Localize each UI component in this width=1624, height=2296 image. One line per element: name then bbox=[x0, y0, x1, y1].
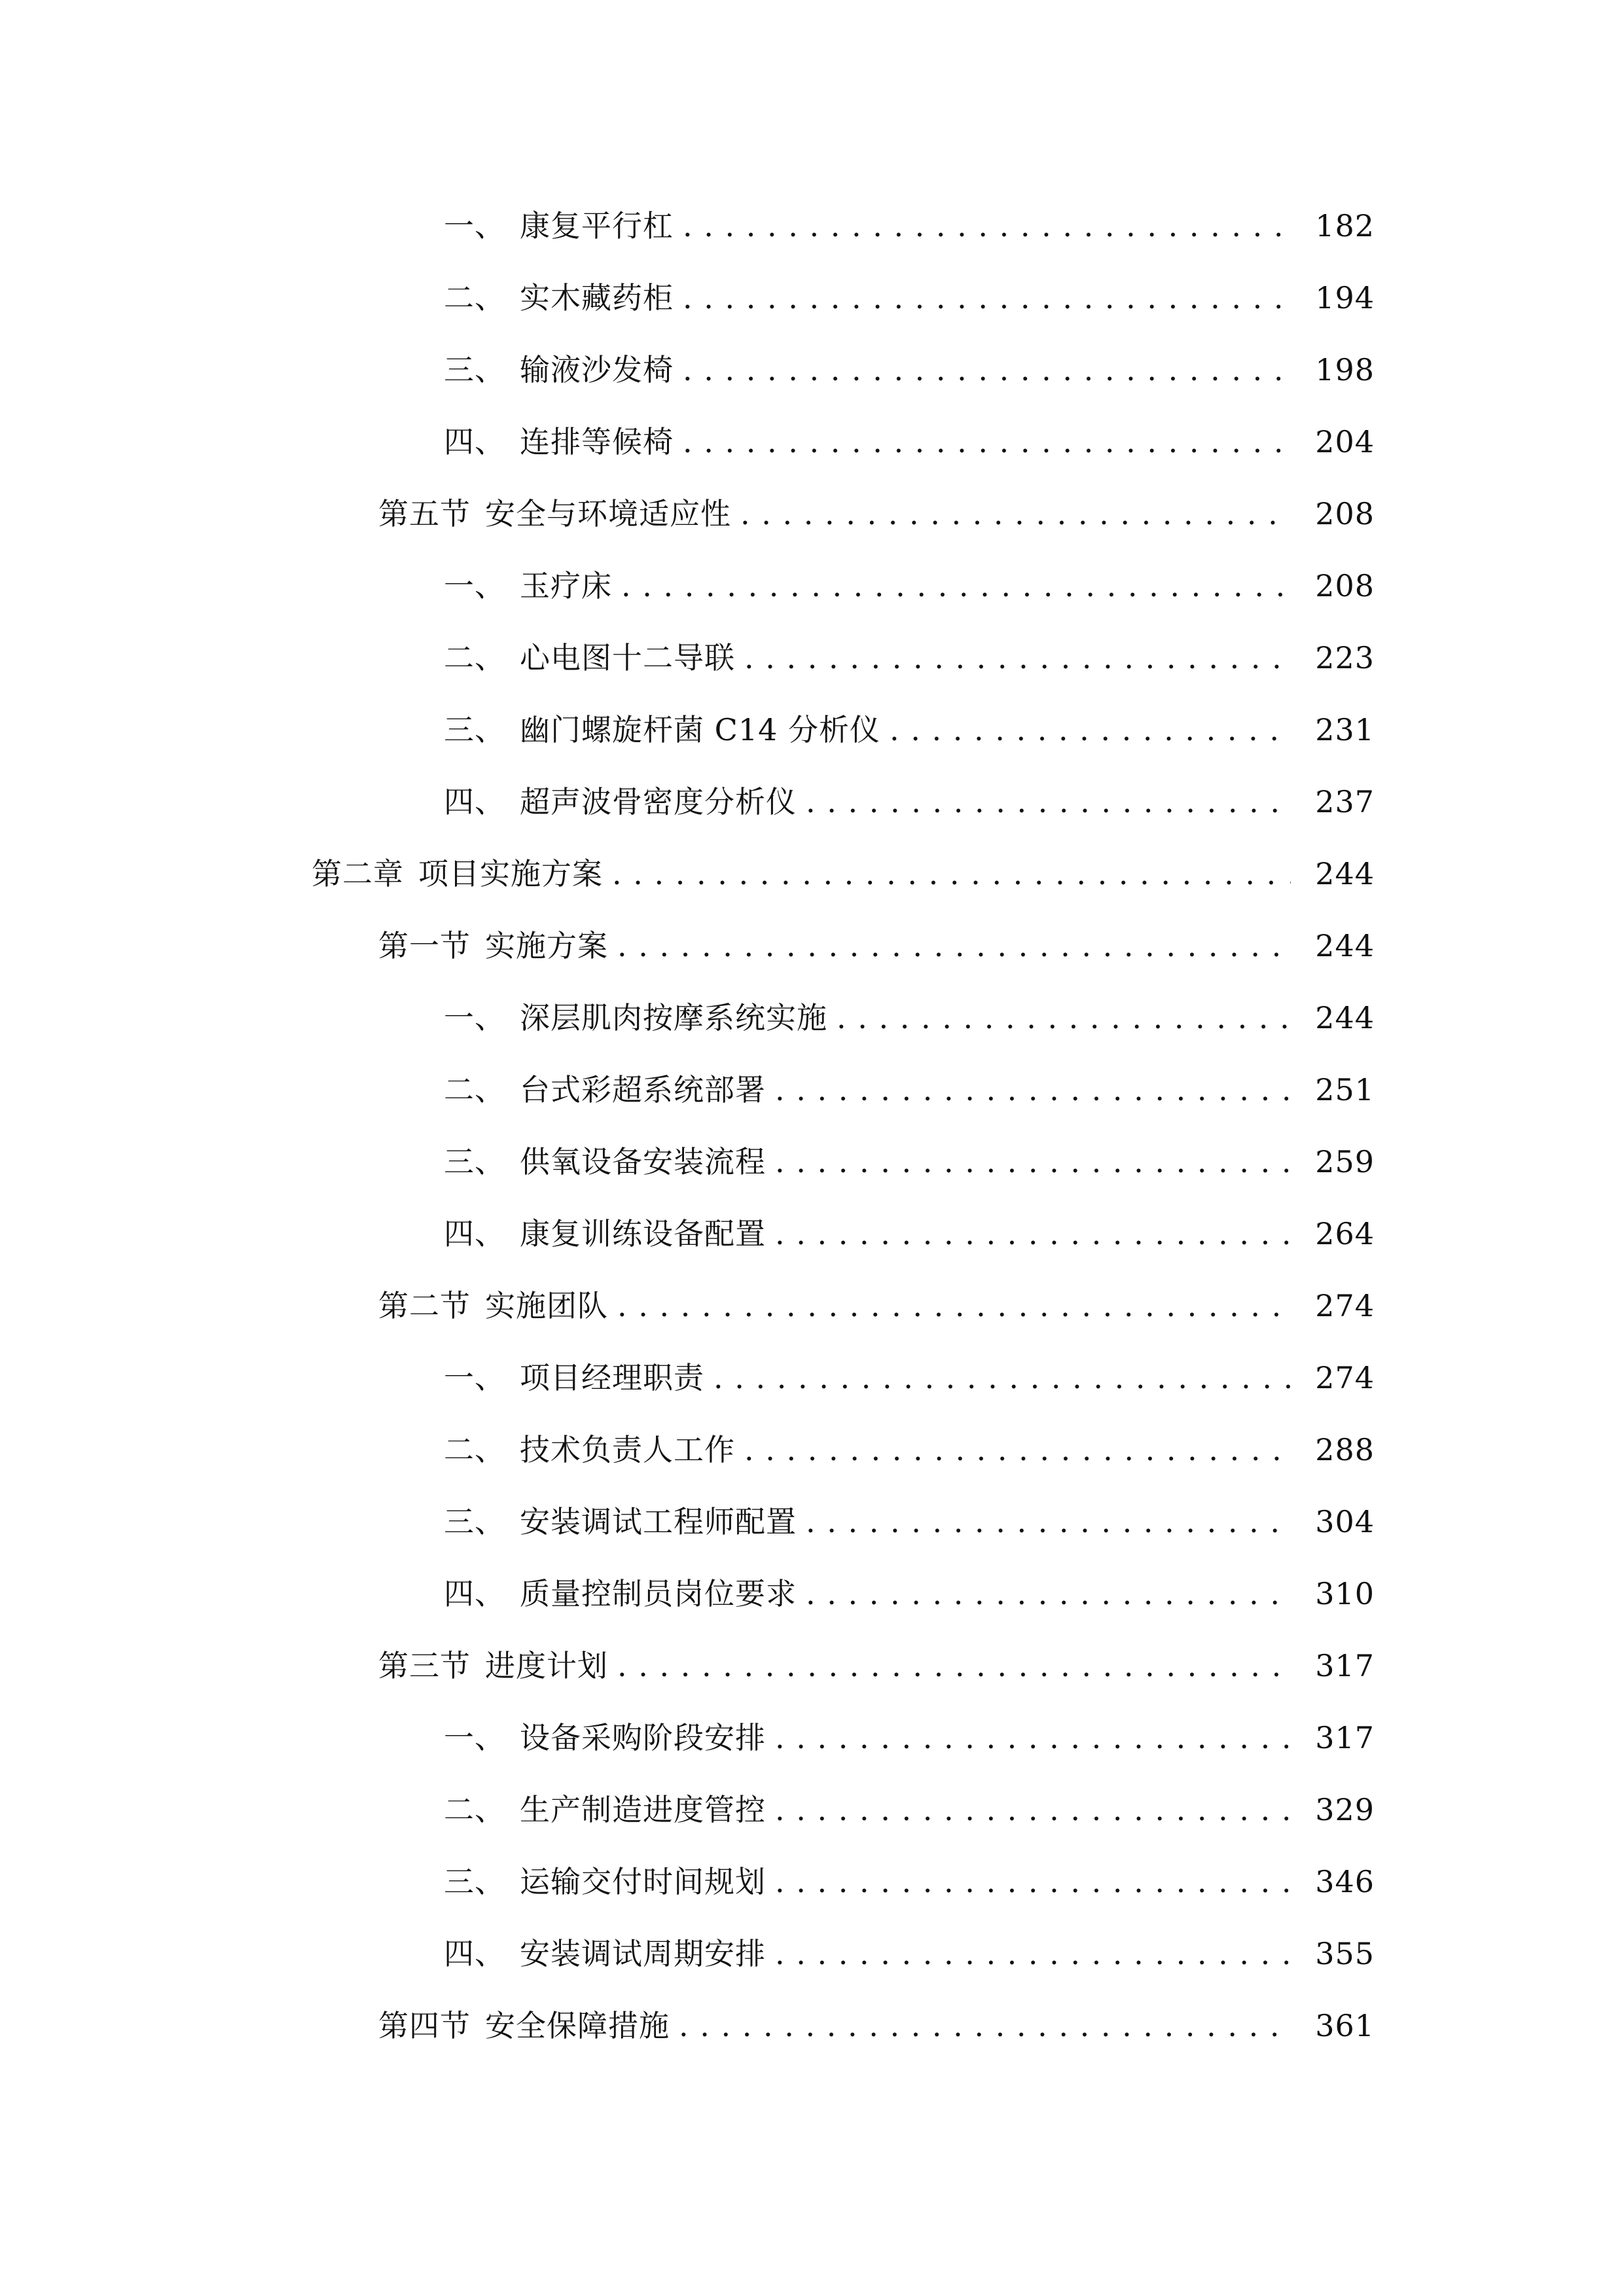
toc-entry[interactable] bbox=[0, 262, 1624, 334]
toc-entry-label: 实施团队 bbox=[485, 1288, 608, 1323]
dot-leader bbox=[775, 1217, 1291, 1250]
toc-entry[interactable] bbox=[0, 1342, 1624, 1414]
toc-entry-prefix: 二、 bbox=[444, 1432, 505, 1467]
toc-entry-label: 实施方案 bbox=[485, 928, 608, 963]
dot-leader bbox=[683, 281, 1291, 314]
toc-entry-title bbox=[444, 712, 880, 747]
toc-entry[interactable] bbox=[0, 1198, 1624, 1270]
dot-leader bbox=[617, 1289, 1291, 1322]
toc-entry[interactable] bbox=[0, 550, 1624, 622]
toc-entry-title bbox=[378, 496, 731, 531]
toc-entry-title bbox=[444, 208, 674, 243]
dot-leader bbox=[806, 785, 1291, 818]
toc-entry-title bbox=[444, 1144, 766, 1179]
toc-entry-prefix: 一、 bbox=[444, 208, 505, 243]
toc-entry-title bbox=[378, 1648, 608, 1683]
toc-entry-label: 心电图十二导联 bbox=[520, 640, 735, 675]
toc-entry-title bbox=[444, 1936, 766, 1971]
toc-entry[interactable] bbox=[0, 406, 1624, 478]
dot-leader bbox=[713, 1361, 1291, 1394]
dot-leader bbox=[806, 1577, 1291, 1610]
toc-entry-prefix: 第一节 bbox=[378, 928, 471, 963]
toc-entry-title bbox=[444, 1864, 766, 1899]
dot-leader bbox=[617, 1649, 1291, 1682]
toc-entry-prefix: 四、 bbox=[444, 784, 505, 819]
toc-entry-label: 康复平行杠 bbox=[520, 208, 674, 243]
toc-entry-title bbox=[444, 1504, 797, 1539]
toc-entry-label: 实木藏药柜 bbox=[520, 280, 674, 315]
toc-page-number: 182 bbox=[1315, 208, 1375, 243]
toc-entry-title bbox=[378, 1288, 608, 1323]
toc-entry-prefix: 四、 bbox=[444, 1576, 505, 1611]
dot-leader bbox=[744, 641, 1291, 674]
toc-page-number: 231 bbox=[1315, 712, 1375, 747]
toc-page-number: 264 bbox=[1315, 1216, 1375, 1251]
dot-leader bbox=[775, 1937, 1291, 1970]
table-of-contents bbox=[0, 190, 1624, 2062]
toc-page-number: 208 bbox=[1315, 568, 1375, 603]
toc-entry[interactable] bbox=[0, 1054, 1624, 1126]
dot-leader bbox=[740, 497, 1291, 530]
dot-leader bbox=[806, 1505, 1291, 1538]
toc-entry-prefix: 三、 bbox=[444, 1144, 505, 1179]
toc-entry-prefix: 三、 bbox=[444, 1504, 505, 1539]
toc-entry[interactable] bbox=[0, 1630, 1624, 1702]
dot-leader bbox=[775, 1793, 1291, 1826]
toc-entry-label: 深层肌肉按摩系统实施 bbox=[520, 1000, 827, 1035]
toc-page-number: 244 bbox=[1315, 928, 1375, 963]
dot-leader bbox=[775, 1721, 1291, 1754]
toc-page-number: 346 bbox=[1315, 1864, 1375, 1899]
toc-entry[interactable] bbox=[0, 982, 1624, 1054]
toc-page-number: 259 bbox=[1315, 1144, 1375, 1179]
toc-entry[interactable] bbox=[0, 1846, 1624, 1918]
toc-entry-title bbox=[444, 784, 797, 819]
toc-entry-prefix: 第五节 bbox=[378, 496, 471, 531]
toc-entry[interactable] bbox=[0, 478, 1624, 550]
toc-entry-title bbox=[444, 1360, 704, 1395]
toc-entry-title bbox=[444, 1432, 735, 1467]
toc-entry-title bbox=[444, 352, 674, 387]
toc-entry-label: 台式彩超系统部署 bbox=[520, 1072, 766, 1107]
dot-leader bbox=[683, 425, 1291, 458]
toc-page-number: 208 bbox=[1315, 496, 1375, 531]
toc-page-number: 274 bbox=[1315, 1288, 1375, 1323]
toc-entry-title bbox=[444, 280, 674, 315]
toc-page-number: 244 bbox=[1315, 856, 1375, 891]
toc-entry[interactable] bbox=[0, 1270, 1624, 1342]
toc-entry[interactable] bbox=[0, 766, 1624, 838]
toc-entry-label: 项目经理职责 bbox=[520, 1360, 704, 1395]
toc-entry-prefix: 一、 bbox=[444, 1000, 505, 1035]
toc-page-number: 304 bbox=[1315, 1504, 1375, 1539]
toc-page-number: 198 bbox=[1315, 352, 1375, 387]
toc-entry-label: 输液沙发椅 bbox=[520, 352, 674, 387]
dot-leader bbox=[612, 857, 1291, 890]
toc-entry-title bbox=[378, 2008, 670, 2043]
toc-entry-prefix: 三、 bbox=[444, 712, 505, 747]
toc-page-number: 361 bbox=[1315, 2008, 1375, 2043]
toc-entry[interactable] bbox=[0, 1414, 1624, 1486]
toc-entry-label: 幽门螺旋杆菌 C14 分析仪 bbox=[520, 712, 880, 747]
dot-leader bbox=[617, 929, 1291, 962]
toc-entry-label: 技术负责人工作 bbox=[520, 1432, 735, 1467]
dot-leader bbox=[837, 1001, 1291, 1034]
toc-page-number: 194 bbox=[1315, 280, 1375, 315]
toc-entry-label: 生产制造进度管控 bbox=[520, 1792, 766, 1827]
toc-entry-prefix: 四、 bbox=[444, 1216, 505, 1251]
toc-entry-title bbox=[312, 856, 603, 891]
toc-page-number: 244 bbox=[1315, 1000, 1375, 1035]
toc-entry-title bbox=[444, 1000, 827, 1035]
toc-entry-prefix: 第四节 bbox=[378, 2008, 471, 2043]
toc-entry-prefix: 二、 bbox=[444, 280, 505, 315]
toc-entry-label: 连排等候椅 bbox=[520, 424, 674, 459]
toc-page-number: 317 bbox=[1315, 1648, 1375, 1683]
toc-entry-prefix: 一、 bbox=[444, 568, 505, 603]
toc-page-number: 204 bbox=[1315, 424, 1375, 459]
toc-page-number: 274 bbox=[1315, 1360, 1375, 1395]
toc-entry-label: 设备采购阶段安排 bbox=[520, 1720, 766, 1755]
toc-entry-title bbox=[444, 424, 674, 459]
toc-entry-prefix: 第二节 bbox=[378, 1288, 471, 1323]
toc-entry-title bbox=[444, 1072, 766, 1107]
toc-entry-title bbox=[444, 1576, 797, 1611]
toc-entry-prefix: 三、 bbox=[444, 352, 505, 387]
toc-entry-label: 安全与环境适应性 bbox=[485, 496, 731, 531]
toc-page-number: 237 bbox=[1315, 784, 1375, 819]
toc-page-number: 288 bbox=[1315, 1432, 1375, 1467]
dot-leader bbox=[621, 569, 1291, 602]
dot-leader bbox=[775, 1073, 1291, 1106]
toc-entry-prefix: 四、 bbox=[444, 1936, 505, 1971]
toc-page-number: 310 bbox=[1315, 1576, 1375, 1611]
toc-entry-label: 安全保障措施 bbox=[485, 2008, 670, 2043]
dot-leader bbox=[890, 713, 1291, 746]
toc-entry[interactable] bbox=[0, 1486, 1624, 1558]
toc-entry-label: 质量控制员岗位要求 bbox=[520, 1576, 797, 1611]
toc-entry-label: 安装调试工程师配置 bbox=[520, 1504, 797, 1539]
toc-entry[interactable] bbox=[0, 1702, 1624, 1774]
toc-entry-label: 供氧设备安装流程 bbox=[520, 1144, 766, 1179]
toc-entry-prefix: 第三节 bbox=[378, 1648, 471, 1683]
dot-leader bbox=[683, 353, 1291, 386]
dot-leader bbox=[775, 1145, 1291, 1178]
toc-entry-label: 超声波骨密度分析仪 bbox=[520, 784, 797, 819]
toc-entry-title bbox=[378, 928, 608, 963]
toc-page-number: 317 bbox=[1315, 1720, 1375, 1755]
toc-entry[interactable] bbox=[0, 334, 1624, 406]
toc-entry[interactable] bbox=[0, 694, 1624, 766]
toc-entry-label: 项目实施方案 bbox=[418, 856, 603, 891]
dot-leader bbox=[683, 209, 1291, 242]
toc-page-number: 355 bbox=[1315, 1936, 1375, 1971]
toc-page-number: 329 bbox=[1315, 1792, 1375, 1827]
dot-leader bbox=[775, 1865, 1291, 1898]
toc-entry[interactable] bbox=[0, 1558, 1624, 1630]
toc-entry-title bbox=[444, 1216, 766, 1251]
toc-entry-prefix: 二、 bbox=[444, 640, 505, 675]
toc-entry-prefix: 一、 bbox=[444, 1720, 505, 1755]
toc-entry-label: 运输交付时间规划 bbox=[520, 1864, 766, 1899]
toc-entry[interactable] bbox=[0, 1126, 1624, 1198]
toc-entry-prefix: 三、 bbox=[444, 1864, 505, 1899]
toc-page-number: 223 bbox=[1315, 640, 1375, 675]
toc-entry-title bbox=[444, 1720, 766, 1755]
toc-entry[interactable] bbox=[0, 622, 1624, 694]
toc-entry-title bbox=[444, 640, 735, 675]
toc-entry-prefix: 第二章 bbox=[312, 856, 404, 891]
toc-entry-label: 进度计划 bbox=[485, 1648, 608, 1683]
toc-entry-label: 安装调试周期安排 bbox=[520, 1936, 766, 1971]
toc-entry[interactable] bbox=[0, 838, 1624, 910]
toc-entry[interactable] bbox=[0, 1990, 1624, 2062]
toc-entry-label: 玉疗床 bbox=[520, 568, 612, 603]
toc-entry[interactable] bbox=[0, 1774, 1624, 1846]
toc-entry-title bbox=[444, 568, 612, 603]
toc-entry-prefix: 二、 bbox=[444, 1792, 505, 1827]
toc-entry[interactable] bbox=[0, 910, 1624, 982]
toc-entry-label: 康复训练设备配置 bbox=[520, 1216, 766, 1251]
toc-entry-prefix: 一、 bbox=[444, 1360, 505, 1395]
toc-entry[interactable] bbox=[0, 1918, 1624, 1990]
toc-entry-title bbox=[444, 1792, 766, 1827]
dot-leader bbox=[744, 1433, 1291, 1466]
toc-entry-prefix: 四、 bbox=[444, 424, 505, 459]
toc-page-number: 251 bbox=[1315, 1072, 1375, 1107]
toc-entry-prefix: 二、 bbox=[444, 1072, 505, 1107]
toc-entry[interactable] bbox=[0, 190, 1624, 262]
dot-leader bbox=[679, 2009, 1291, 2042]
